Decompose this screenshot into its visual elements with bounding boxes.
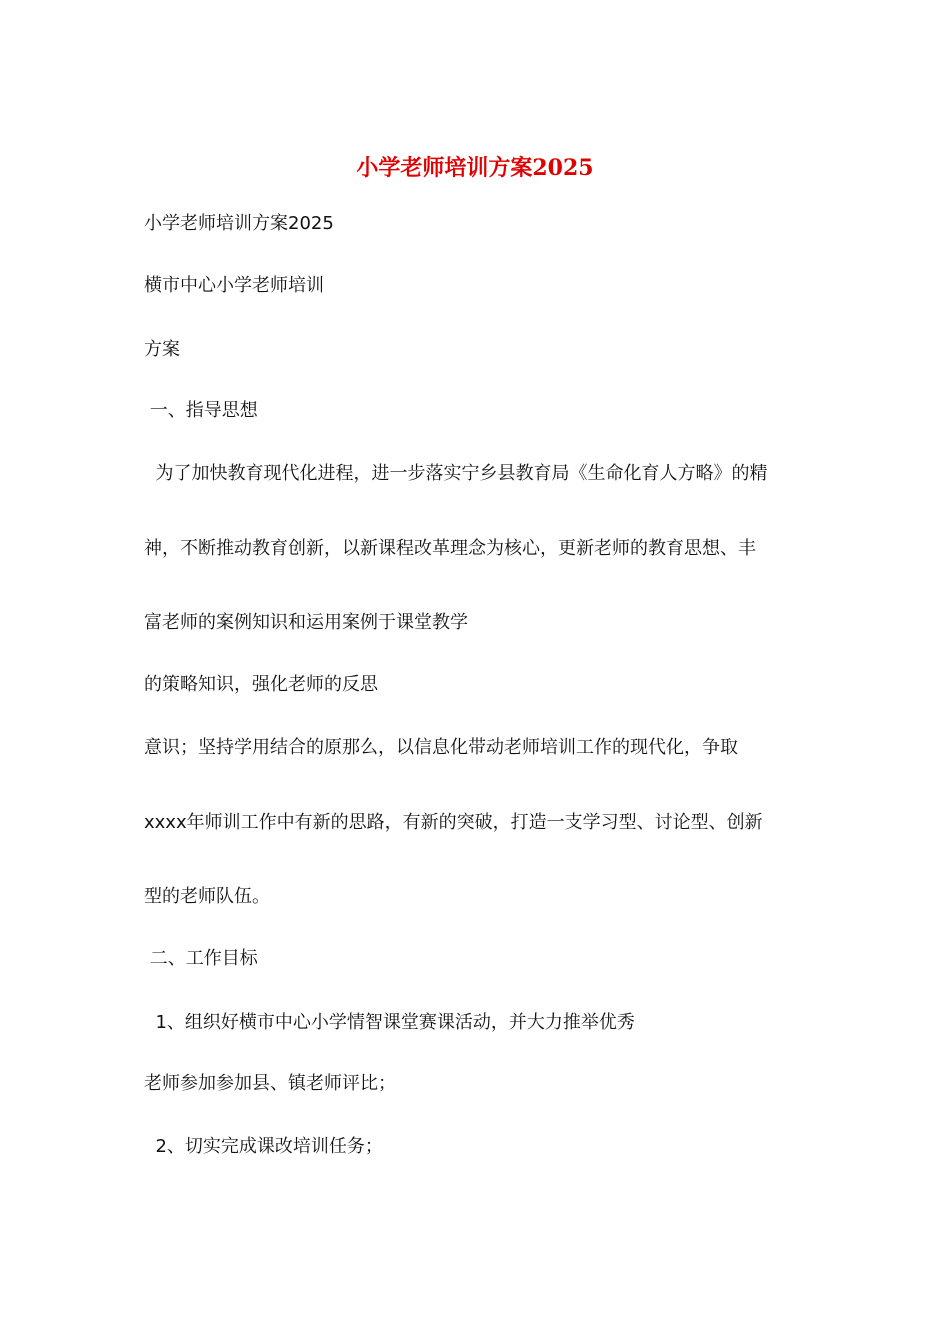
list-item-continuation: 老师参加参加县、镇老师评比； (144, 1073, 396, 1094)
paragraph-line: 神，不断推动教育创新，以新课程改革理念为核心，更新老师的教育思想、丰 (144, 538, 756, 559)
section-heading-goals: 二、工作目标 (144, 948, 258, 969)
paragraph-line: 型的老师队伍。 (144, 886, 270, 907)
section-heading-guiding: 一、指导思想 (144, 400, 258, 421)
school-line: 横市中心小学老师培训 (144, 275, 324, 296)
plan-line: 方案 (144, 339, 180, 360)
list-item: 2、切实完成课改培训任务； (144, 1136, 383, 1157)
paragraph-line: 为了加快教育现代化进程，进一步落实宁乡县教育局《生命化育人方略》的精 (144, 463, 768, 484)
list-item: 1、组织好横市中心小学情智课堂赛课活动，并大力推举优秀 (144, 1012, 635, 1033)
paragraph-line: 意识；坚持学用结合的原那么，以信息化带动老师培训工作的现代化，争取 (144, 737, 738, 758)
paragraph-line: 富老师的案例知识和运用案例于课堂教学 (144, 612, 468, 633)
document-title: 小学老师培训方案2025 (356, 155, 594, 181)
paragraph-line: 的策略知识，强化老师的反思 (144, 674, 378, 695)
subtitle-line: 小学老师培训方案2025 (144, 213, 334, 234)
paragraph-line: xxxx年师训工作中有新的思路，有新的突破，打造一支学习型、讨论型、创新 (144, 812, 763, 833)
